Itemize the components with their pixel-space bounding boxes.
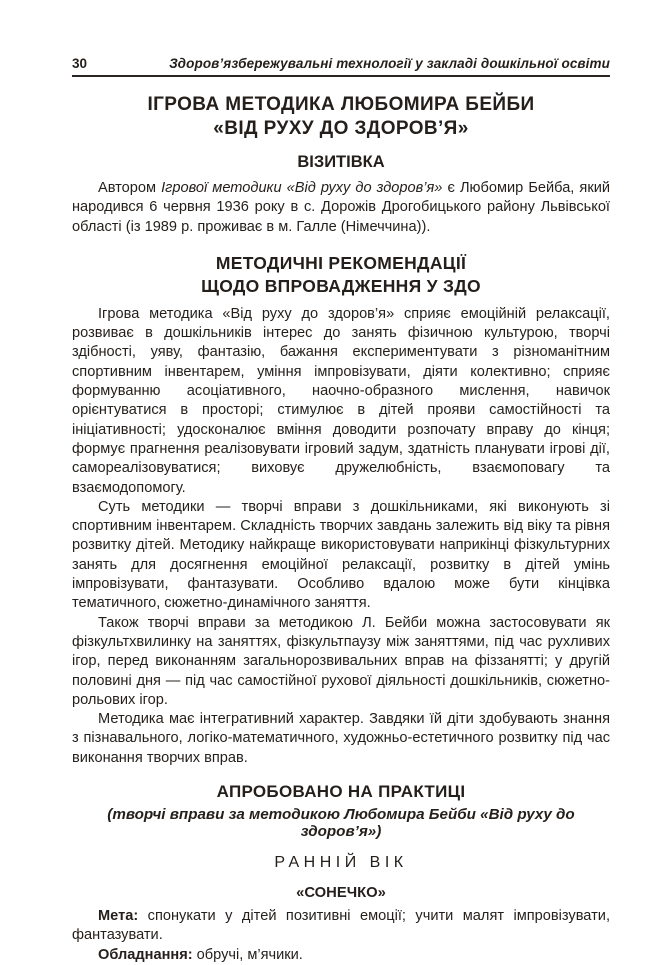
page-header bbox=[72, 56, 610, 77]
meta-text: спонукати у дітей позитивні емоції; учити малят імпровізувати, фантазувати. bbox=[72, 908, 610, 944]
chapter-title bbox=[72, 93, 610, 140]
visit-card-text-start: Автором bbox=[98, 180, 162, 196]
exercise-title: «СОНЕЧКО» bbox=[296, 885, 386, 902]
chapter-title-line1: ІГРОВА МЕТОДИКА ЛЮБОМИРА БЕЙБИ bbox=[147, 94, 535, 115]
running-title: Здоров’язбережувальні технології у закладі дошкільної освіти bbox=[169, 56, 610, 71]
exercise-equipment bbox=[72, 946, 610, 965]
page-number: 30 bbox=[72, 56, 88, 71]
visit-card-text-end: є Любомир Бейба, який народився 6 червня 1936 року в с. Дорожів Дрогобицького району Львівської області (із 1989 р. проживає в м. Галле (Німеччина)). bbox=[72, 180, 611, 235]
section-heading-vizytivka: ВІЗИТІВКА bbox=[297, 153, 385, 171]
equipment-label: Обладнання: bbox=[98, 946, 193, 963]
visit-card-paragraph bbox=[72, 179, 610, 237]
chapter-title-line2: «ВІД РУХУ ДО ЗДОРОВ’Я» bbox=[213, 117, 469, 139]
recommendations-heading-line1: МЕТОДИЧНІ РЕКОМЕНДАЦІЇ bbox=[215, 252, 467, 273]
recommendations-paragraph-4: Методика має інтегративний характер. Завдяки їй діти здобувають знання з пізнавального, логіко-математичного, художньо-естетичного розвитку під час виконання творчих вправ. bbox=[72, 711, 610, 766]
recommendations-paragraph-1: Ігрова методика «Від руху до здоров’я» сприяє емоційній релаксації, розвиває в дошкільників інтерес до занять фізичною культурою, творчі здібності, уяву, фантазію, бажання експериментувати з різноманітним спортивним інвентарем, уміння імпровізувати, діяти колективно; сприяє формуванню асоціативного, наочно-образного мислення, навичок орієнтуватися в просторі; стимулює в дітей прояви самостійності та ініціативності; удосконалює вміння доводити розпочату вправу до кінця; формує прагнення реалізовувати ігровий задум, здатність планувати ігрові дії, самореалізовуватися; виховує дружелюбність, взаємоповагу та взаємодопомогу. bbox=[72, 305, 610, 496]
recommendations-paragraph-2: Суть методики — творчі вправи з дошкільниками, які виконують зі спортивним інвентарем. Складність творчих завдань залежить від віку та рівня розвитку дітей. Методику найкраще використовувати наприкінці фізкультурних занять для досягнення емоційної релаксації, розвитку в дітей умінь імпровізувати, фантазувати. Особливо вдалою може бути кінцівка тематичного, сюжетно-динамічного заняття. bbox=[72, 498, 610, 612]
equipment-text: обручі, м’ячики. bbox=[192, 946, 303, 963]
recommendations-heading-line2: ЩОДО ВПРОВАДЖЕННЯ У ЗДО bbox=[201, 275, 481, 296]
recommendations-paragraph-3: Також творчі вправи за методикою Л. Бейби можна застосовувати як фізкультхвилинку на заняттях, фізкультпаузу між заняттями, під час рухливих ігор, перед виконанням загальнорозвивальних вправ на фіззанятті; у другій половині дня — під час самостійної рухової діяльності дошкільників, сюжетно-рольових ігор. bbox=[72, 614, 610, 708]
method-name-italic: Ігрової методики «Від руху до здоров’я» bbox=[161, 180, 443, 196]
section-heading-practice: АПРОБОВАНО НА ПРАКТИЦІ bbox=[216, 782, 466, 802]
exercise-meta bbox=[72, 907, 610, 946]
meta-label: Мета: bbox=[98, 908, 139, 925]
section-heading-recommendations bbox=[72, 252, 610, 298]
practice-subtitle: (творчі вправи за методикою Любомира Бейби «Від руху до здоров’я») bbox=[107, 806, 575, 841]
age-group-heading: РАННІЙ ВІК bbox=[274, 854, 408, 872]
